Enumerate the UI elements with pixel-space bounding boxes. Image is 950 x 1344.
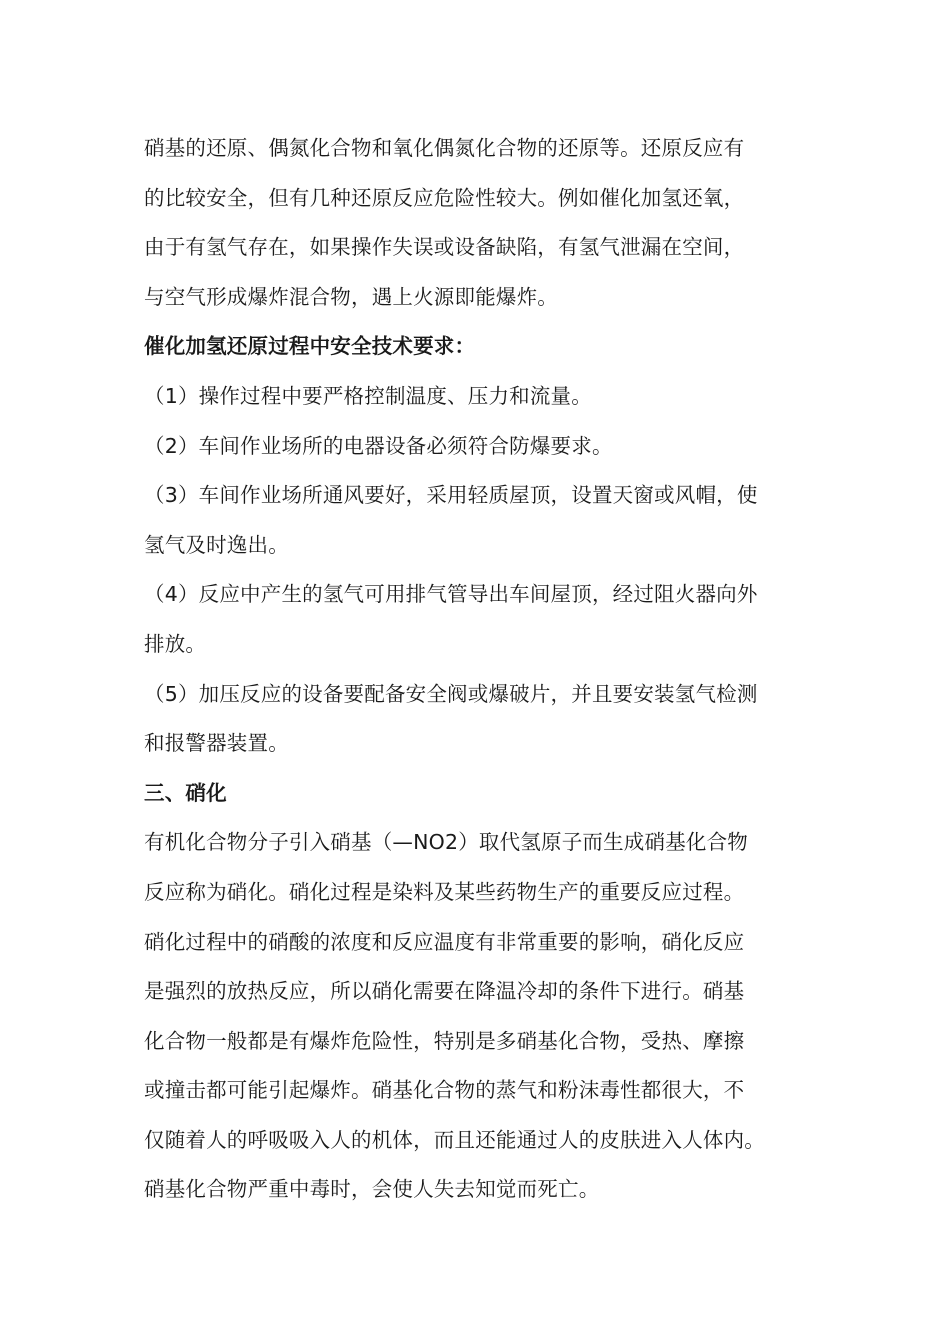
list-item-2: （2）车间作业场所的电器设备必须符合防爆要求。 (144, 433, 613, 458)
text-line: 硝基化合物严重中毒时，会使人失去知觉而死亡。 (144, 1177, 600, 1202)
text-line: 是强烈的放热反应，所以硝化需要在降温冷却的条件下进行。硝基 (144, 979, 745, 1004)
list-item-5-cont: 和报警器装置。 (144, 731, 289, 756)
text-line: 反应称为硝化。硝化过程是染料及某些药物生产的重要反应过程。 (144, 879, 745, 904)
section-heading: 三、硝化 (144, 780, 227, 805)
text-line: 的比较安全，但有几种还原反应危险性较大。例如催化加氢还氧， (144, 185, 745, 210)
text-line: 仅随着人的呼吸吸入人的机体，而且还能通过人的皮肤进入人体内。 (144, 1127, 765, 1152)
text-line: 化合物一般都是有爆炸危险性，特别是多硝基化合物，受热、摩擦 (144, 1028, 745, 1053)
list-item-5: （5）加压反应的设备要配备安全阀或爆破片，并且要安装氢气检测 (144, 681, 758, 706)
section-heading: 催化加氢还原过程中安全技术要求： (144, 334, 476, 359)
text-line: 或撞击都可能引起爆炸。硝基化合物的蒸气和粉沫毒性都很大，不 (144, 1078, 745, 1103)
text-line: 硝基的还原、偶氮化合物和氧化偶氮化合物的还原等。还原反应有 (144, 136, 745, 160)
list-item-4-cont: 排放。 (144, 631, 207, 656)
list-item-3-cont: 氢气及时逸出。 (144, 532, 289, 557)
text-line: 与空气形成爆炸混合物，遇上火源即能爆炸。 (144, 284, 558, 309)
list-item-4: （4）反应中产生的氢气可用排气管导出车间屋顶，经过阻火器向外 (144, 582, 758, 607)
document-body (144, 124, 814, 1215)
text-line: 硝化过程中的硝酸的浓度和反应温度有非常重要的影响，硝化反应 (144, 929, 745, 954)
list-item-1: （1）操作过程中要严格控制温度、压力和流量。 (144, 383, 592, 408)
text-line: 有机化合物分子引入硝基（—NO2）取代氢原子而生成硝基化合物 (144, 830, 749, 855)
list-item-3: （3）车间作业场所通风要好，采用轻质屋顶，设置天窗或风帽，使 (144, 483, 758, 508)
text-line: 由于有氢气存在，如果操作失误或设备缺陷，有氢气泄漏在空间， (144, 235, 745, 260)
